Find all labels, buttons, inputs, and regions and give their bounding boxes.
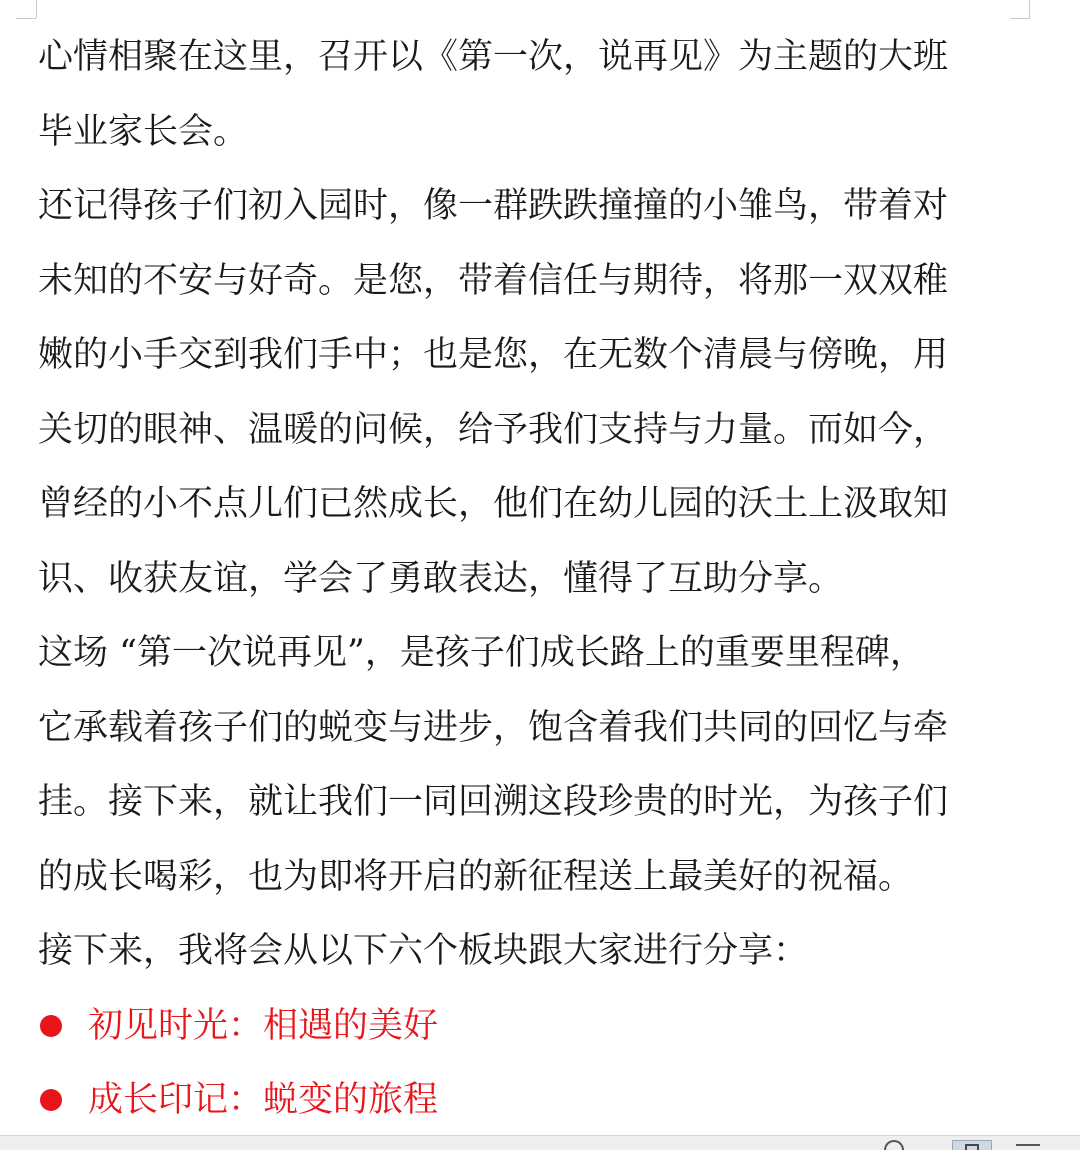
bullet-dot-icon <box>40 1089 62 1111</box>
crop-mark-icon <box>36 0 37 18</box>
paragraph-line: 毕业家长会。 <box>38 111 249 152</box>
document-body[interactable] <box>38 20 1038 1138</box>
bullet-text: 初见时光：相遇的美好 <box>88 1005 439 1046</box>
bullet-text: 成长印记：蜕变的旅程 <box>88 1080 439 1120</box>
paragraph-line: 的成长喝彩，也为即将开启的新征程送上最美好的祝福。 <box>38 856 914 897</box>
page-view-icon[interactable] <box>952 1140 992 1150</box>
paragraph-line: 挂。接下来，就让我们一同回溯这段珍贵的时光，为孩子们 <box>38 782 949 822</box>
outline-view-icon[interactable] <box>1016 1140 1040 1150</box>
paragraph-line: 心情相聚在这里，召开以《第一次，说再见》为主题的大班 <box>38 37 949 77</box>
paragraph-line: 接下来，我将会从以下六个板块跟大家进行分享： <box>38 931 809 971</box>
bullet-dot-icon <box>40 1015 62 1037</box>
zoom-icon[interactable] <box>884 1140 904 1150</box>
paragraph-line: 曾经的小不点儿们已然成长，他们在幼儿园的沃土上汲取知 <box>38 484 949 524</box>
paragraph-line: 还记得孩子们初入园时，像一群跌跌撞撞的小雏鸟，带着对 <box>38 186 949 226</box>
paragraph-line: 未知的不安与好奇。是您，带着信任与期待，将那一双双稚 <box>38 260 949 301</box>
status-bar <box>0 1135 1080 1150</box>
crop-mark-icon <box>16 18 36 19</box>
paragraph-line: 这场 “第一次说再见”，是孩子们成长路上的重要里程碑， <box>38 633 925 673</box>
paragraph-line: 嫩的小手交到我们手中；也是您，在无数个清晨与傍晚，用 <box>38 335 949 375</box>
bullet-list-item <box>38 1063 1038 1138</box>
paragraph-line: 识、收获友谊，学会了勇敢表达，懂得了互助分享。 <box>38 558 844 599</box>
paragraph-line: 关切的眼神、温暖的问候，给予我们支持与力量。而如今， <box>38 409 949 450</box>
paragraph-line: 它承载着孩子们的蜕变与进步，饱含着我们共同的回忆与牵 <box>38 707 949 748</box>
crop-mark-icon <box>1029 0 1030 18</box>
bullet-list-item <box>38 989 1038 1064</box>
crop-mark-icon <box>1010 18 1030 19</box>
